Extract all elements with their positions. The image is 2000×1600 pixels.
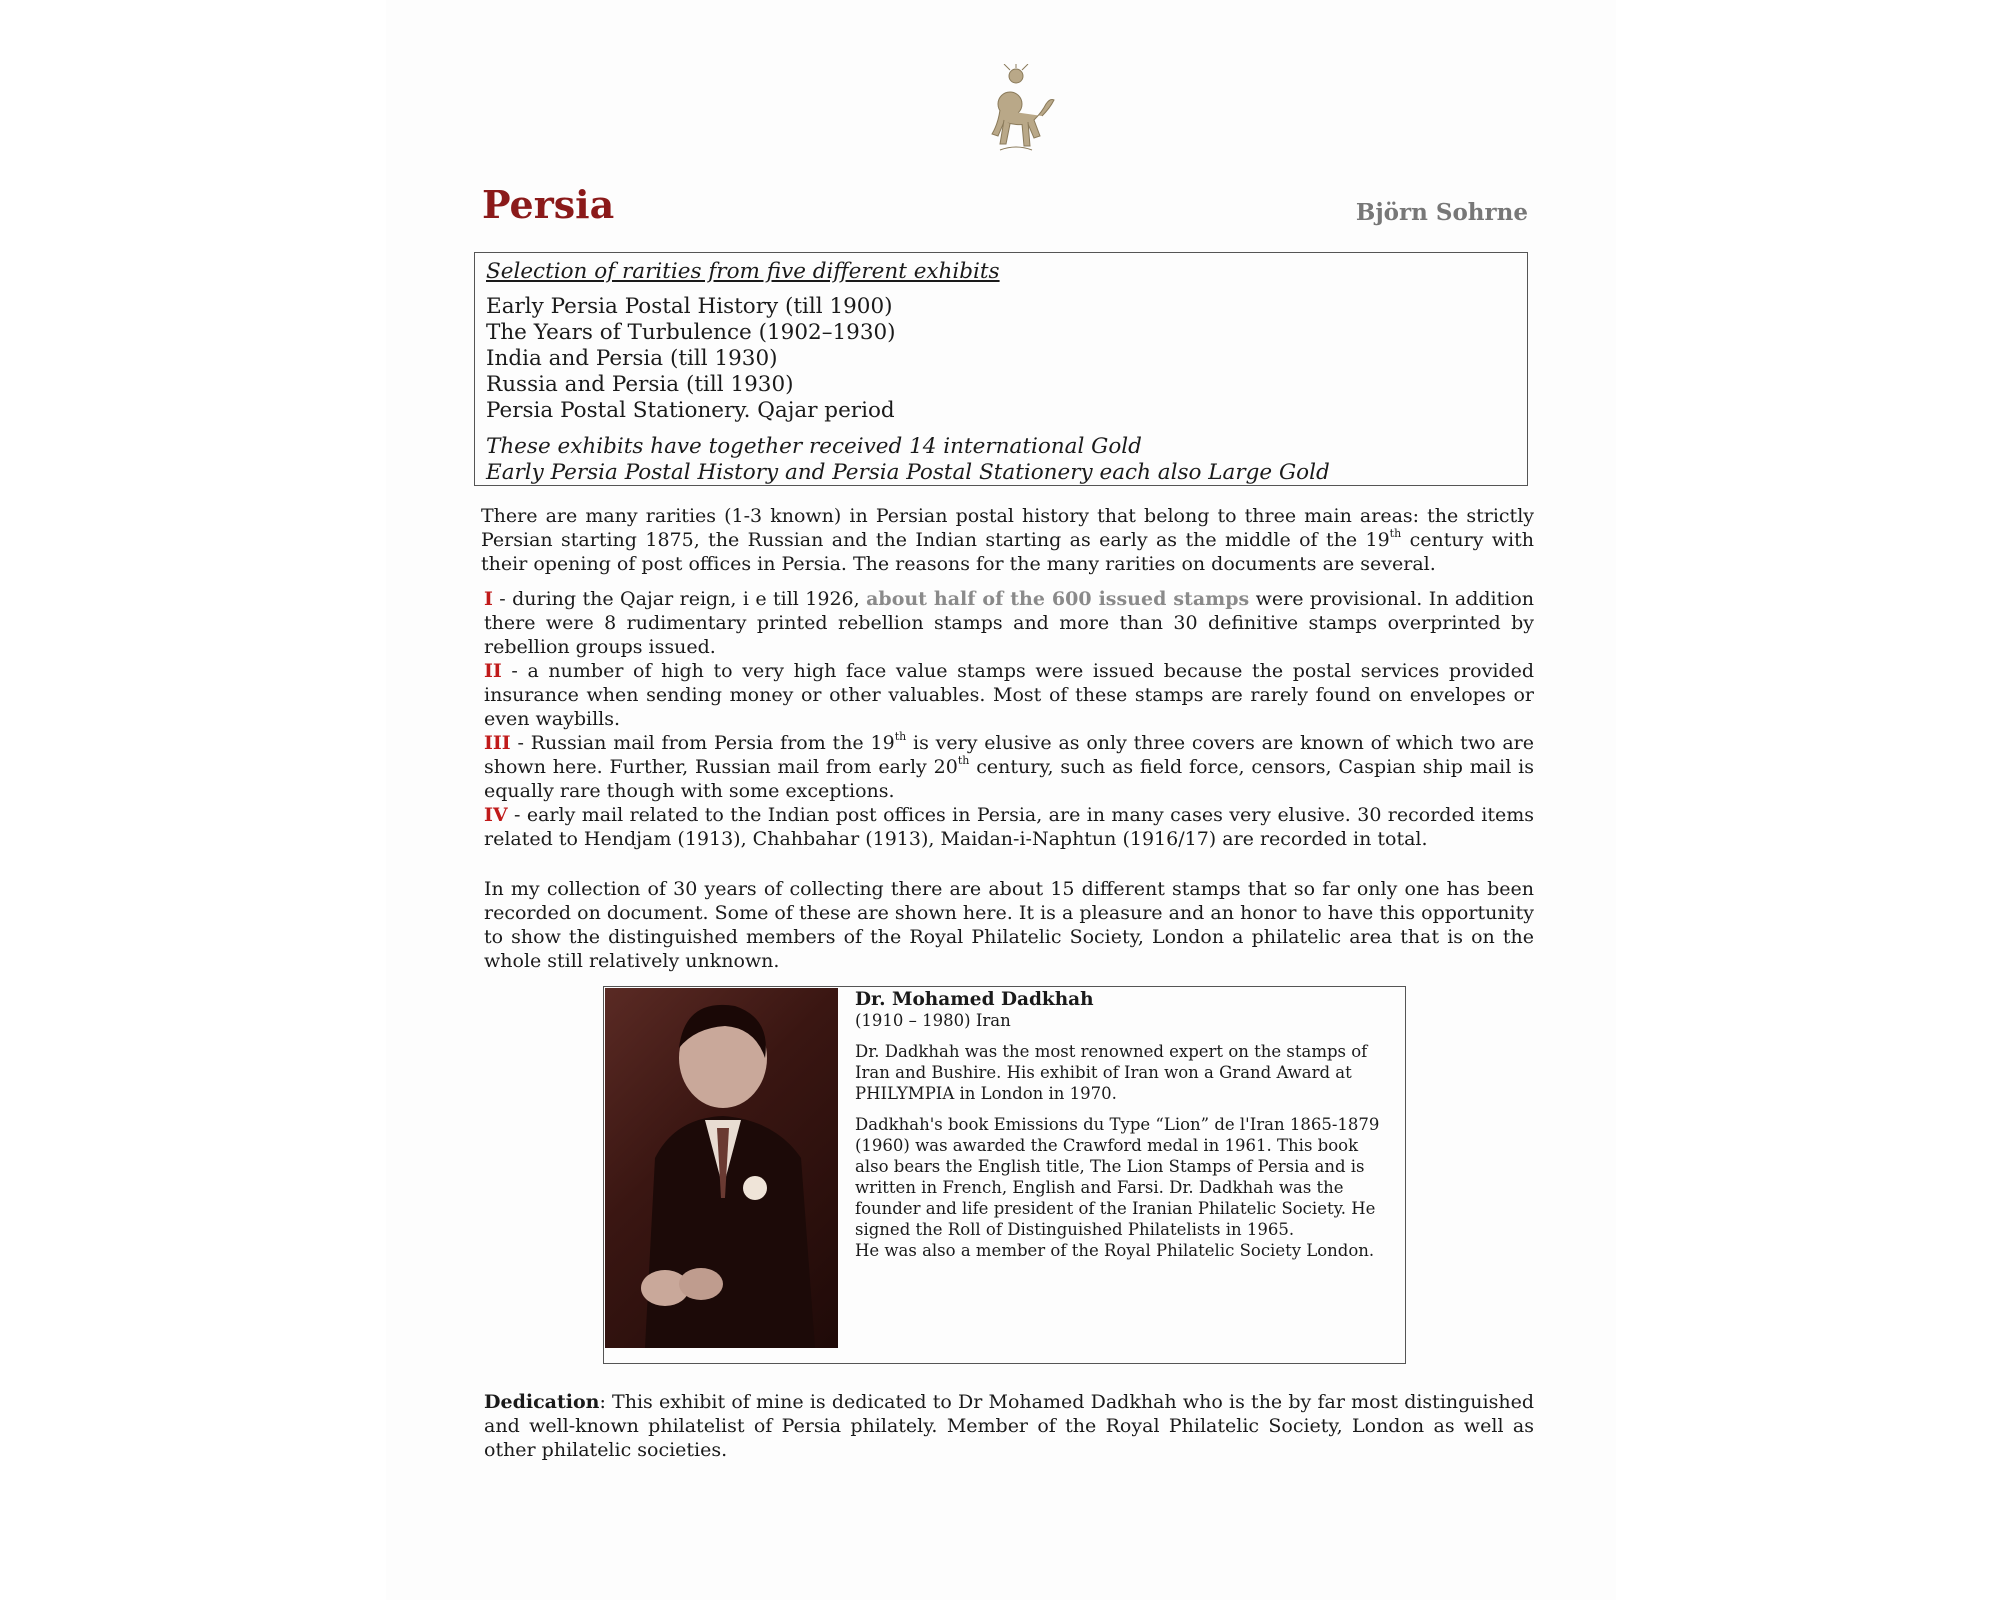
exhibits-box [474,252,1528,486]
exhibit-item: The Years of Turbulence (1902–1930) [486,320,896,345]
bio-paragraph [855,1114,1395,1261]
award-line: These exhibits have together received 14 international Gold [486,434,1142,459]
intro-paragraph [481,504,1534,576]
highlight-text: about half of the 600 issued stamps [866,588,1250,610]
reason-iv [484,803,1534,851]
exhibits-list [486,294,1516,424]
reason-text: - early mail related to the Indian post offices in Persia, are in many cases very elusive. 30 recorded items related to Hendjam (1913), Chahbahar (1913), Maidan-i-Naphtun (1916/17) are recorded in total. [484,804,1534,850]
author-name: Björn Sohrne [1355,199,1528,226]
reasons-paragraph [484,587,1534,851]
reason-ii [484,659,1534,731]
reason-iii [484,731,1534,803]
bio-paragraph-text: Dadkhah's book Emissions du Type “Lion” de l'Iran 1865-1879 (1960) was awarded the Crawford medal in 1961. This book also bears the English title, The Lion Stamps of Persia and is written in French, English and Farsi. Dr. Dadkhah was the founder and life president of the Iranian Philatelic Society. He signed the Roll of Distinguished Philatelists in 1965. [855,1115,1380,1239]
portrait-illustration [605,988,838,1348]
biography-box [603,986,1406,1364]
roman-numeral: IV [484,804,508,826]
exhibit-item: Russia and Persia (till 1930) [486,372,794,397]
bio-name: Dr. Mohamed Dadkhah [855,989,1094,1010]
exhibit-item: Early Persia Postal History (till 1900) [486,294,893,319]
intro-text: century with their opening of post offices in Persia. The reasons for the many rarities on documents are several. [481,529,1534,575]
roman-numeral: I [484,588,493,610]
bio-years: (1910 – 1980) Iran [855,1011,1011,1030]
exhibit-item: Persia Postal Stationery. Qajar period [486,398,895,423]
portrait-photo [605,988,838,1348]
awards-note [486,434,1516,486]
exhibit-item: India and Persia (till 1930) [486,346,778,371]
reason-i [484,587,1534,659]
bio-paragraph-text: He was also a member of the Royal Philatelic Society London. [855,1241,1375,1260]
reason-text: were provisional. In addition there were 8 rudimentary printed rebellion stamps and more than 30 definitive stamps overprinted by rebellion groups issued. [484,588,1534,658]
superscript: th [1389,527,1402,540]
intro-text: There are many rarities (1-3 known) in Persian postal history that belong to three main areas: the strictly Persian starting 1875, the Russian and the Indian starting as early as the middle of the 19 [481,505,1534,551]
award-line: Early Persia Postal History and Persia Postal Stationery each also Large Gold [486,460,1330,485]
roman-numeral: II [484,660,502,682]
reason-text: is very elusive as only three covers are known of which two are shown here. Further, Russian mail from early 20 [484,732,1534,778]
collection-paragraph: In my collection of 30 years of collecting there are about 15 different stamps that so far only one has been recorded on document. Some of these are shown here. It is a pleasure and an honor to have this opportunity to show the distinguished members of the Royal Philatelic Society, London a philatelic area that is on the whole still relatively unknown. [484,878,1534,972]
dedication-label: Dedication [484,1391,600,1413]
roman-numeral: III [484,732,511,754]
dedication-text: : This exhibit of mine is dedicated to Dr Mohamed Dadkhah who is the by far most distinguished and well-known philatelist of Persia philately. Member of the Royal Philatelic Society, London as well as other philatelic societies. [484,1391,1534,1461]
reason-text: century, such as field force, censors, Caspian ship mail is equally rare though with some exceptions. [484,756,1534,802]
reason-text: - a number of high to very high face value stamps were issued because the postal services provided insurance when sending money or other valuables. Most of these stamps are rarely found on envelopes or even waybills. [484,660,1534,730]
superscript: th [894,730,907,743]
page-title: Persia [482,182,615,227]
lion-and-sun-emblem [970,64,1060,156]
superscript: th [957,754,970,767]
exhibits-heading: Selection of rarities from five different exhibits [486,259,1000,284]
reason-text: - Russian mail from Persia from the 19 [510,732,895,754]
biography-text [855,989,1395,1261]
reason-text: - during the Qajar reign, i e till 1926, [492,588,867,610]
bio-paragraph: Dr. Dadkhah was the most renowned expert on the stamps of Iran and Bushire. His exhibit of Iran won a Grand Award at PHILYMPIA in London in 1970. [855,1042,1368,1103]
dedication-paragraph [484,1390,1534,1462]
